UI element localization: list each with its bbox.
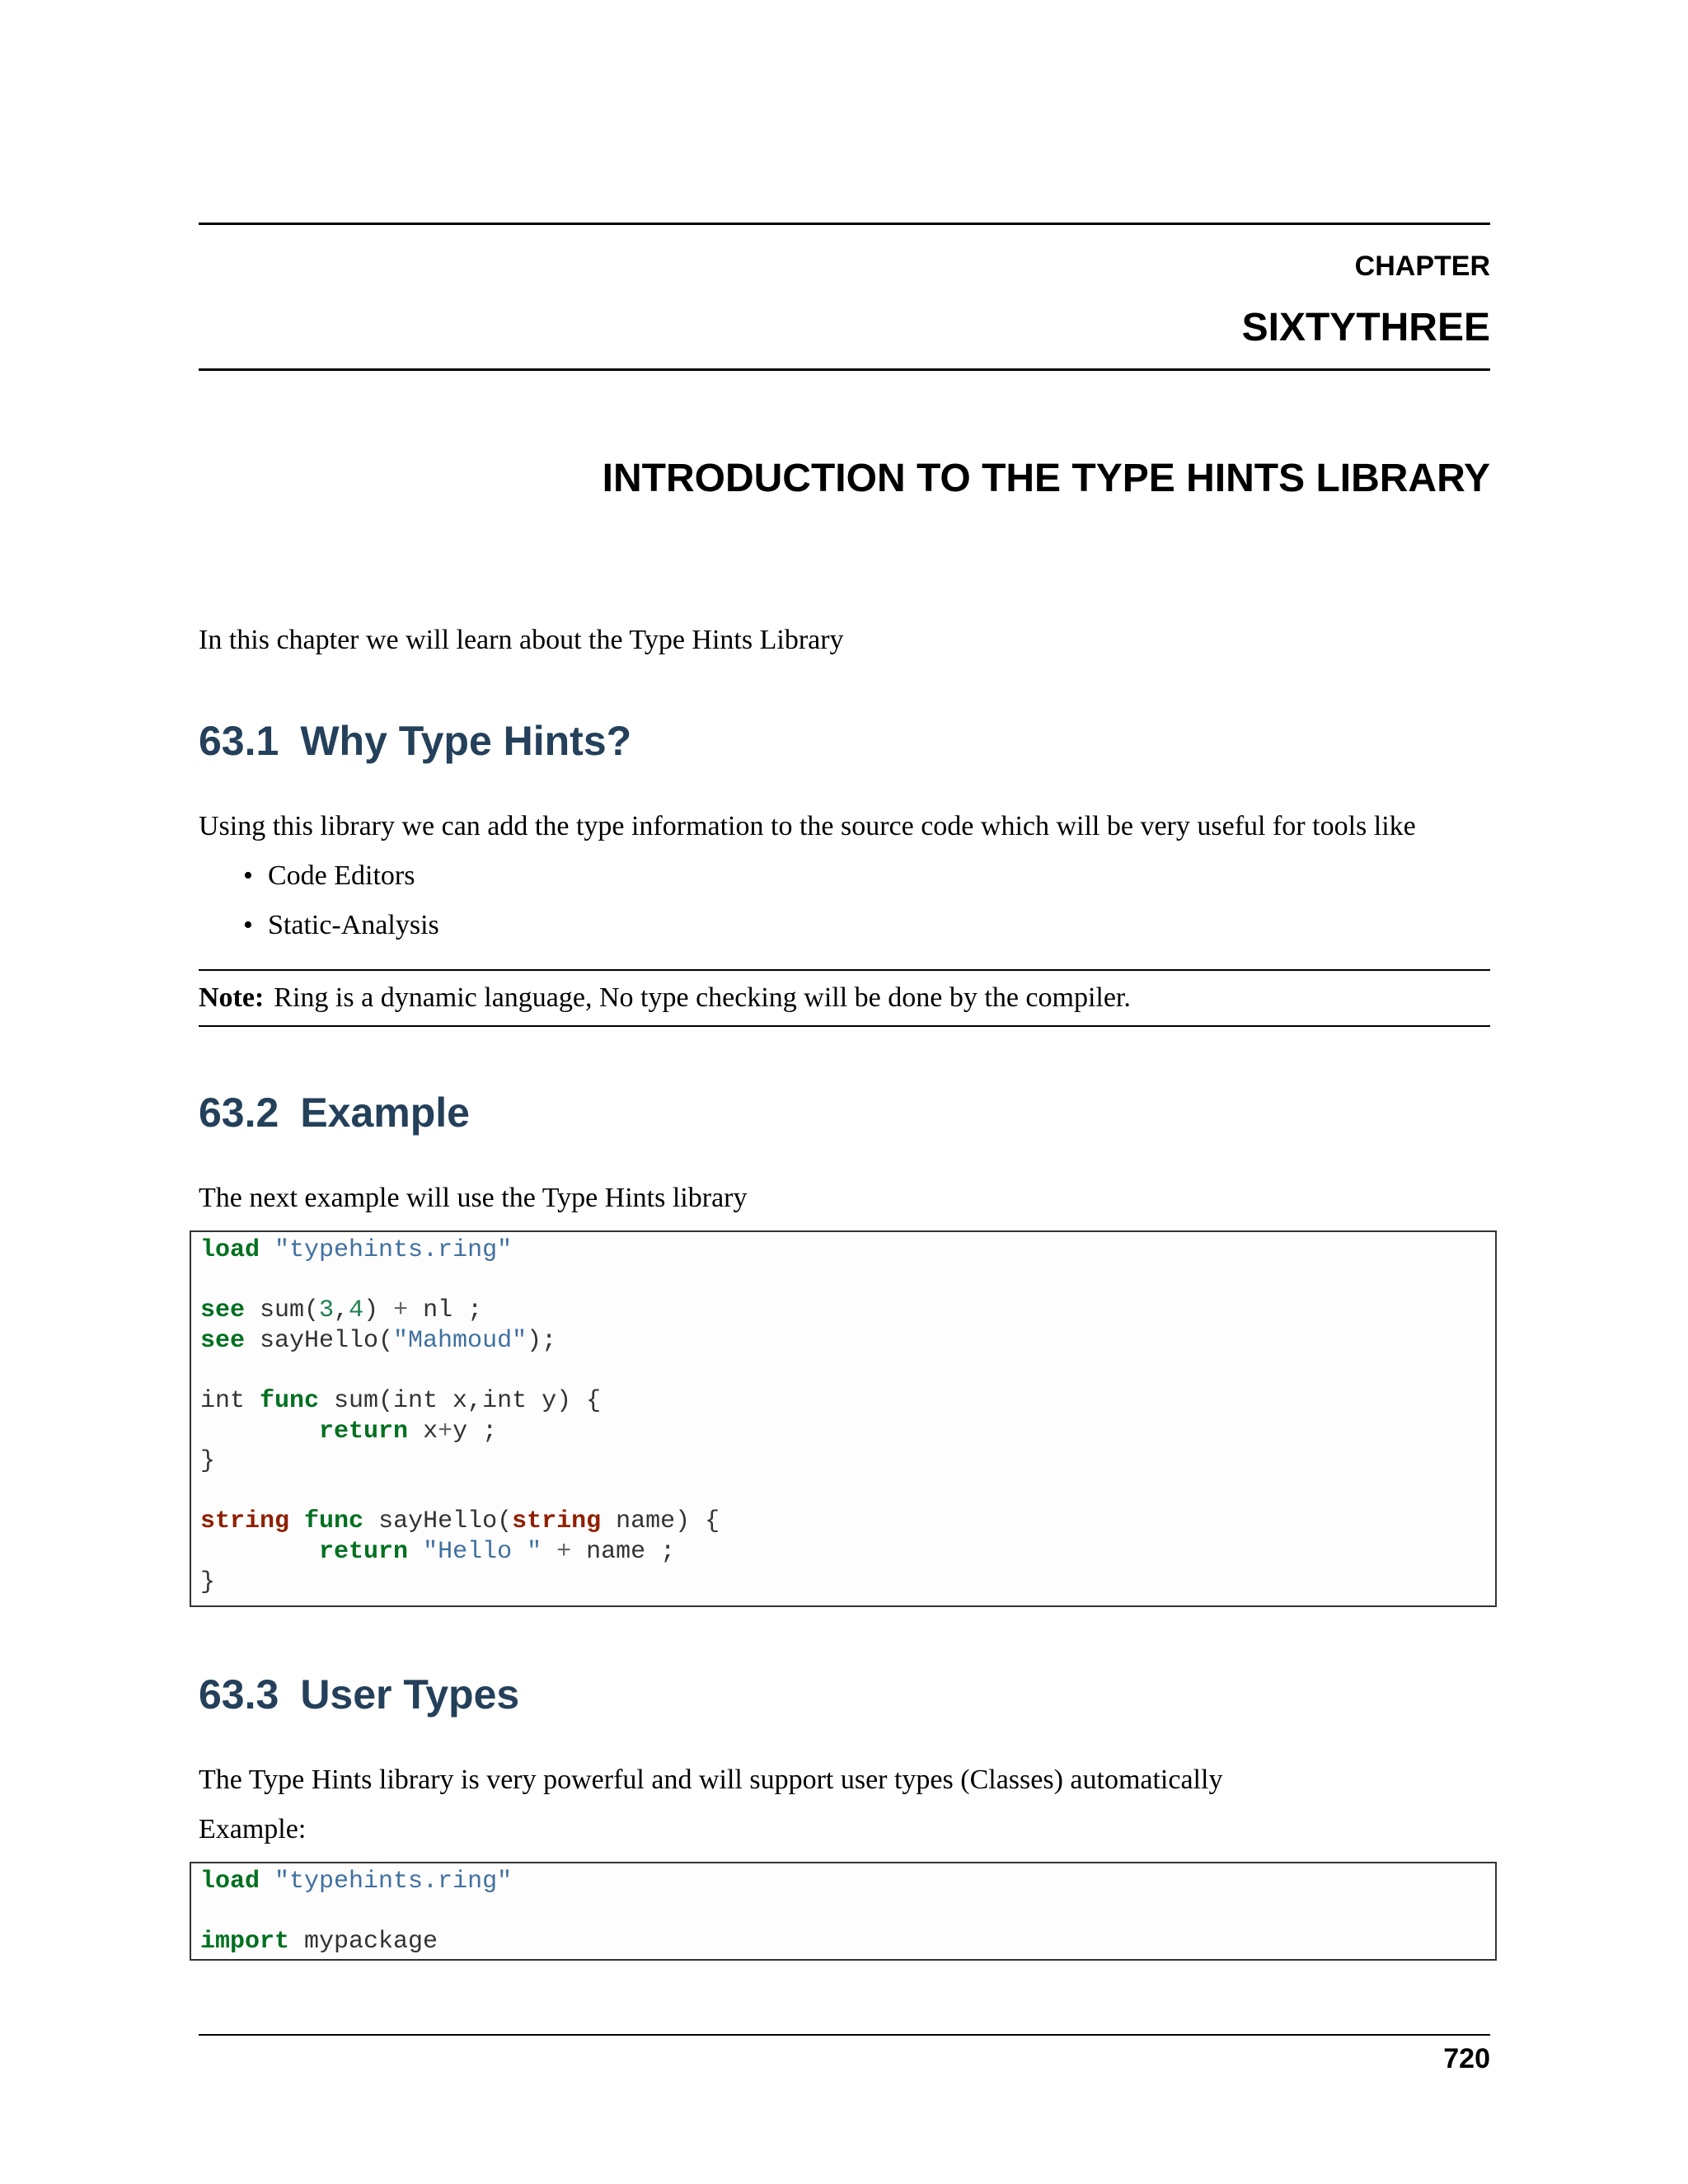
code-line-blank: [200, 1266, 1495, 1296]
section-heading-example: [199, 1089, 470, 1137]
list-item-text: Static-Analysis: [268, 910, 439, 940]
note-box: [199, 969, 1490, 1027]
chapter-number: SIXTYTHREE: [1241, 306, 1490, 349]
document-page: [199, 0, 1490, 2184]
code-line-blank: [200, 1356, 1495, 1386]
chapter-title: INTRODUCTION TO THE TYPE HINTS LIBRARY: [602, 457, 1490, 500]
list-item: [243, 908, 439, 943]
list-item-text: Code Editors: [268, 860, 415, 891]
code-line: }: [200, 1447, 216, 1476]
section-number: 63.2: [199, 1090, 279, 1136]
page-number: 720: [1443, 2043, 1490, 2074]
intro-paragraph: In this chapter we will learn about the Type Hints Library: [199, 625, 844, 655]
code-line: string func sayHello(string name) {: [200, 1507, 720, 1536]
note-label: Note:: [199, 982, 265, 1013]
code-line-blank: [200, 1477, 1495, 1507]
note-content: [199, 981, 1131, 1015]
bullet-icon: •: [243, 910, 253, 940]
code-line: load "typehints.ring": [200, 1236, 513, 1264]
chapter-top-rule: [199, 223, 1490, 225]
code-line: int func sum(int x,int y) {: [200, 1386, 602, 1415]
note-text: Ring is a dynamic language, No type checking will be done by the compiler.: [274, 982, 1131, 1013]
example-label: Example:: [199, 1814, 307, 1844]
code-line: see sayHello("Mahmoud");: [200, 1326, 557, 1355]
section1-paragraph: Using this library we can add the type information to the source code which will be very useful for tools like: [199, 811, 1416, 841]
code-block-example: [190, 1230, 1497, 1607]
section-title: Example: [300, 1090, 470, 1136]
section-title: Why Type Hints?: [300, 718, 632, 764]
code-block-user-types: [190, 1862, 1497, 1961]
code-line: return x+y ;: [319, 1417, 498, 1446]
code-line: see sum(3,4) + nl ;: [200, 1296, 483, 1325]
section2-paragraph: The next example will use the Type Hints library: [199, 1183, 748, 1213]
code-line-blank: [200, 1897, 1495, 1928]
section3-paragraph: The Type Hints library is very powerful and will support user types (Classes) automatically: [199, 1765, 1223, 1795]
section-heading-why-type-hints: [199, 717, 631, 765]
chapter-bottom-rule: [199, 368, 1490, 371]
section-number: 63.1: [199, 718, 279, 764]
section-title: User Types: [300, 1671, 520, 1718]
section-number: 63.3: [199, 1671, 279, 1718]
code-line: }: [200, 1568, 216, 1596]
code-line: load "typehints.ring": [200, 1868, 513, 1896]
code-line: return "Hello " + name ;: [319, 1537, 676, 1566]
section-heading-user-types: [199, 1671, 519, 1718]
footer-rule: [199, 2034, 1490, 2036]
list-item: [243, 859, 415, 893]
chapter-label: CHAPTER: [1354, 251, 1490, 282]
bullet-icon: •: [243, 860, 253, 891]
code-line: import mypackage: [200, 1928, 438, 1957]
